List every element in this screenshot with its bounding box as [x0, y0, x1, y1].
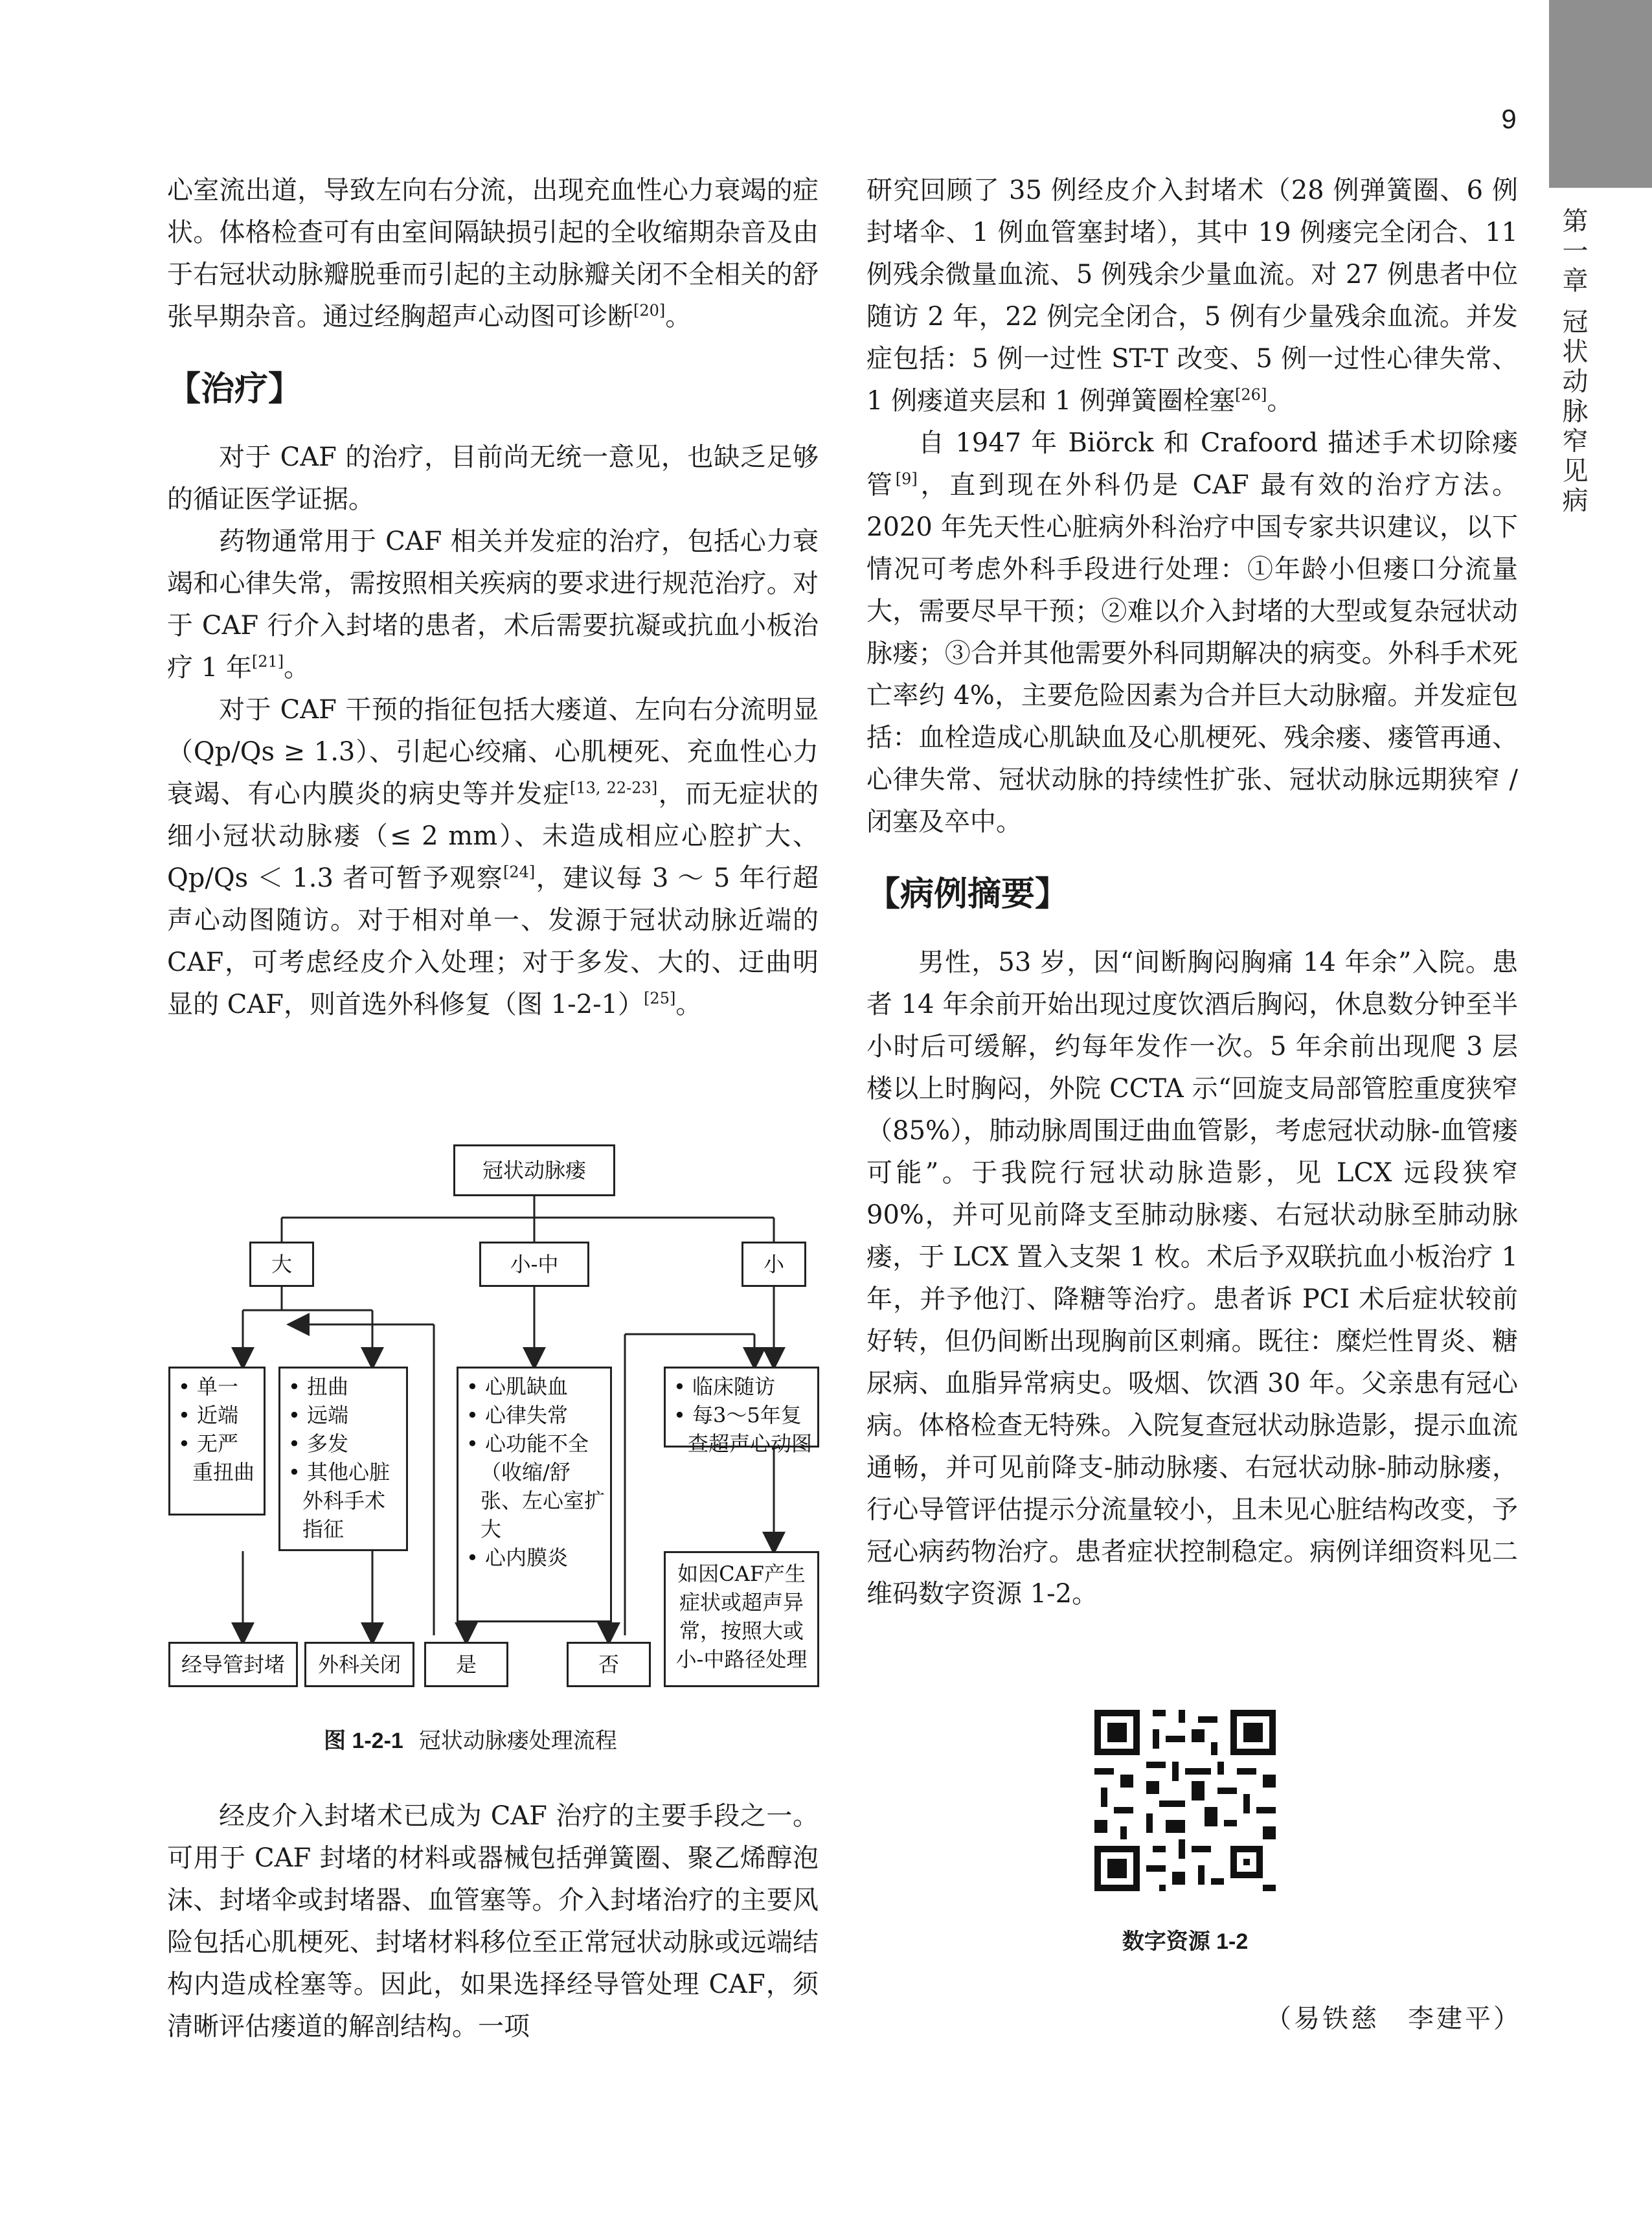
chapter-thumb-tab — [1549, 0, 1652, 188]
flow-box-indications — [457, 1367, 612, 1622]
paragraph: 男性，53 岁，因“间断胸闷胸痛 14 年余”入院。患者 14 年余前开始出现过度饮酒后胸闷，休息数分钟至半小时后可缓解，约每年发作一次。5 年余前出现爬 3 层楼以上时胸闷，外院 CCTA 示“回旋支局部管腔重度狭窄（85%），肺动脉周围迂曲血管影，考虑冠状动脉-血管瘘可能”。于我院行冠状动脉造影，见 LCX 远段狭窄 90%，并可见前降支至肺动脉瘘、右冠状动脉至肺动脉瘘，于 LCX 置入支架 1 枚。术后予双联抗血小板治疗 1 年，并予他汀、降糖等治疗。患者诉 PCI 术后症状较前好转，但仍间断出现胸前区刺痛。既往：糜烂性胃炎、糖尿病、血脂异常病史。吸烟、饮酒 30 年。父亲患有冠心病。体格检查无特殊。入院复查冠状动脉造影，提示血流通畅，并可见前降支-肺动脉瘘、右冠状动脉-肺动脉瘘，行心导管评估提示分流量较小，且未见心脏结构改变，予冠心病药物治疗。患者症状控制稳定。病例详细资料见二维码数字资源 1-2。 — [866, 948, 1518, 1609]
figure-caption — [324, 1723, 712, 1755]
flow-item: • 每3～5年复查超声心动图 — [673, 1401, 812, 1458]
paragraph: 心室流出道，导致左向右分流，出现充血性心力衰竭的症状。体格检查可有由室间隔缺损引起的全收缩期杂音及由于右冠状动脉瓣脱垂而引起的主动脉瓣关闭不全相关的舒张早期杂音。通过经胸超声心动图可诊断[20]。 — [167, 176, 819, 332]
paragraph: 研究回顾了 35 例经皮介入封堵术（28 例弹簧圈、6 例封堵伞、1 例血管塞封堵），其中 19 例瘘完全闭合、11 例残余微量血流、5 例残余少量血流。对 27 例患者中位随访 2 年，22 例完全闭合，5 例有少量残余血流。并发症包括：5 例一过性 ST-T 改变、5 例一过性心律失常、1 例瘘道夹层和 1 例弹簧圈栓塞[26]。 — [866, 176, 1518, 416]
citation[interactable]: [20] — [633, 301, 666, 320]
flow-item: • 近端 — [178, 1401, 258, 1429]
citation[interactable]: [26] — [1235, 385, 1267, 404]
citation[interactable]: [25] — [644, 989, 676, 1008]
flow-box-follow-up — [664, 1367, 819, 1456]
left-column — [167, 170, 819, 1026]
flow-node-large: 大 — [249, 1242, 314, 1287]
citation[interactable]: [21] — [251, 652, 284, 671]
flow-box-reassess-note: 如因CAF产生症状或超声异常，按照大或小-中路径处理 — [664, 1551, 819, 1687]
page-number: 9 — [1501, 104, 1517, 134]
flow-outcome-no: 否 — [567, 1642, 651, 1687]
flow-item: • 心功能不全（收缩/舒张、左心室扩大 — [466, 1429, 605, 1543]
flow-item: • 其他心脏外科手术指征 — [288, 1458, 401, 1543]
figure-label: 图 1-2-1 — [324, 1729, 403, 1753]
flow-outcome-yes: 是 — [424, 1642, 508, 1687]
citation[interactable]: [9] — [895, 470, 918, 488]
flow-item: • 扭曲 — [288, 1372, 401, 1401]
flow-item: • 多发 — [288, 1429, 401, 1458]
paragraph: 自 1947 年 Biörck 和 Crafoord 描述手术切除瘘管[9]，直到现在外科仍是 CAF 最有效的治疗方法。2020 年先天性心脏病外科治疗中国专家共识建议，以下情况可考虑外科手段进行处理：①年龄小但瘘口分流量大，需要尽早干预；②难以介入封堵的大型或复杂冠状动脉瘘；③合并其他需要外科同期解决的病变。外科手术死亡率约 4%，主要危险因素为合并巨大动脉瘤。并发症包括：血栓造成心肌缺血及心肌梗死、残余瘘、瘘管再通、心律失常、冠状动脉的持续性扩张、冠状动脉远期狭窄 / 闭塞及卒中。 — [866, 428, 1518, 837]
flow-item: • 无严重扭曲 — [178, 1429, 258, 1486]
chapter-side-label: 第一章 冠状动脉窄见病 — [1559, 207, 1587, 517]
flow-item: • 心内膜炎 — [466, 1543, 605, 1572]
paragraph: 经皮介入封堵术已成为 CAF 治疗的主要手段之一。可用于 CAF 封堵的材料或器械包括弹簧圈、聚乙烯醇泡沫、封堵伞或封堵器、血管塞等。介入封堵治疗的主要风险包括心肌梗死、封堵材料移位至正常冠状动脉或远端结构内造成栓塞等。因此，如果选择经导管处理 CAF，须清晰评估瘘道的解剖结构。一项 — [167, 1801, 819, 2041]
flow-outcome-surgical-closure: 外科关闭 — [304, 1642, 414, 1687]
qr-caption: 数字资源 1-2 — [1122, 1929, 1249, 1954]
authors: （易铁慈 李建平） — [1265, 2004, 1522, 2034]
flow-node-small-medium: 小-中 — [479, 1242, 589, 1287]
section-heading-case-summary: 【病例摘要】 — [866, 876, 1069, 913]
flow-item: • 心肌缺血 — [466, 1372, 605, 1401]
section-heading-treatment: 【治疗】 — [167, 370, 302, 408]
flow-outcome-catheter-closure: 经导管封堵 — [168, 1642, 298, 1687]
flow-box-single-proximal — [168, 1367, 266, 1516]
flow-item: • 远端 — [288, 1401, 401, 1429]
flowchart-figure — [168, 1137, 822, 1720]
paragraph: 对于 CAF 干预的指征包括大瘘道、左向右分流明显（Qp/Qs ≥ 1.3）、引起心绞痛、心肌梗死、充血性心力衰竭、有心内膜炎的病史等并发症[13, 22-23]，而无症状的细小冠状动脉瘘（≤ 2 mm）、未造成相应心腔扩大、Qp/Qs ＜ 1.3 者可暂予观察[24]，建议每 3 ～ 5 年行超声心动图随访。对于相对单一、发源于冠状动脉近端的 CAF，可考虑经皮介入处理；对于多发、大的、迂曲明显的 CAF，则首选外科修复（图 1-2-1）[25]。 — [167, 695, 819, 1019]
qr-code-icon[interactable] — [1088, 1703, 1282, 1898]
flow-root-node: 冠状动脉瘘 — [453, 1144, 615, 1196]
paragraph: 药物通常用于 CAF 相关并发症的治疗，包括心力衰竭和心律失常，需按照相关疾病的要求进行规范治疗。对于 CAF 行介入封堵的患者，术后需要抗凝或抗血小板治疗 1 年[21]。 — [167, 527, 819, 683]
right-column — [866, 170, 1518, 1615]
flow-item: • 单一 — [178, 1372, 258, 1401]
paragraph: 对于 CAF 的治疗，目前尚无统一意见，也缺乏足够的循证医学证据。 — [167, 442, 819, 514]
flow-box-tortuous-distal — [278, 1367, 408, 1551]
flow-node-small: 小 — [741, 1242, 806, 1287]
citation[interactable]: [13, 22-23] — [570, 778, 658, 797]
figure-title: 冠状动脉瘘处理流程 — [418, 1728, 617, 1754]
flow-item: • 临床随访 — [673, 1372, 812, 1401]
left-column-lower — [167, 1795, 819, 2048]
citation[interactable]: [24] — [503, 863, 536, 881]
flow-item: • 心律失常 — [466, 1401, 605, 1429]
